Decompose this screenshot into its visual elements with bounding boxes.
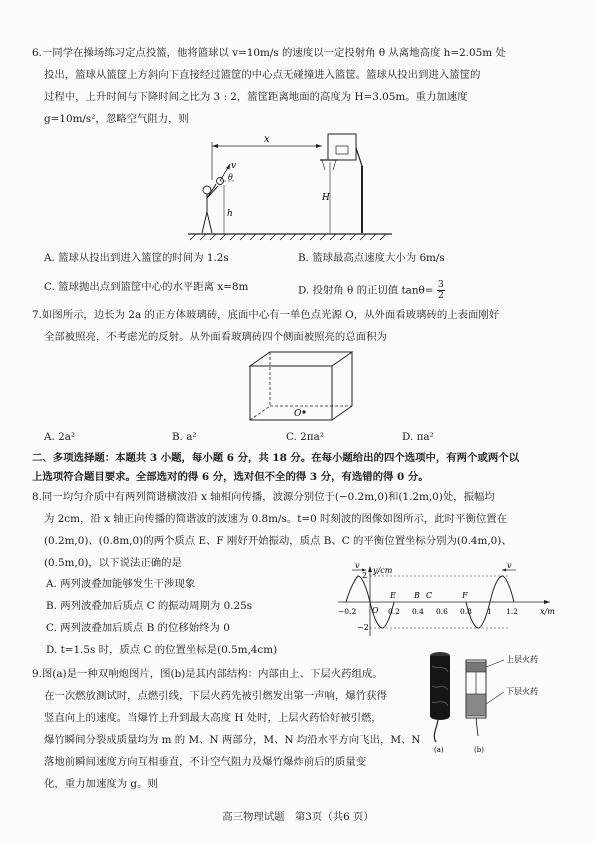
q8-option-a: A. 两列波叠加能够发生干涉现象 <box>46 578 196 590</box>
q8-point-e: E <box>390 591 396 600</box>
q8-option-c: C. 两列波叠加后质点 B 的位移始终为 0 <box>46 622 230 634</box>
q6-fraction-numerator: 3 <box>437 279 444 290</box>
q9-line-3: 竖直向上的速度。当爆竹上升到最大高度 H 处时，上层火药恰好被引燃， <box>44 712 382 724</box>
q6-line-1: 6.一同学在操场练习定点投篮，他将篮球以 v=10m/s 的速度以一定投射角 θ 从离地高度 h=2.05m 处 <box>32 47 506 59</box>
q8-point-c: C <box>426 591 433 600</box>
q8-point-b: B <box>414 591 420 600</box>
q8-line-2: 为 2cm，沿 x 轴正向传播的简谐波的波速为 0.8m/s。t=0 时刻波的图像如图所示，此时平衡位置在 <box>44 513 508 525</box>
q6-option-d-fraction <box>437 280 445 301</box>
q9-label-lower: 下层火药 <box>506 687 538 696</box>
q8-tick-12: 1.2 <box>506 607 518 616</box>
q8-line-1: 8.同一均匀介质中有两列简谐横波沿 x 轴相向传播，波源分别位于(−0.2m,0)和(1.2m,0)处，振幅均 <box>32 491 495 503</box>
q8-tick-06: 0.6 <box>436 607 448 616</box>
q6-line-3: 过程中，上升时间与下降时间之比为 3 : 2，篮筐距离地面的高度为 H=3.05m。重力加速度 <box>44 91 468 103</box>
q9-line-4: 爆竹瞬间分裂成质量均为 m 的 M、N 两部分，M、N 均沿水平方向飞出，M、N <box>44 734 421 746</box>
page-footer: 高三物理试题 第3页（共6 页） <box>222 811 374 823</box>
q9-line-1: 9.图(a)是一种双响炮图片，图(b)是其内部结构：内部由上、下层火药组成。 <box>32 668 383 680</box>
q7-option-c: C. 2πa² <box>286 431 324 443</box>
q8-origin: O <box>372 606 379 615</box>
q7-o-label: O <box>294 409 302 419</box>
q7-option-d: D. πa² <box>402 431 434 443</box>
q8-tick-08: 0.8 <box>460 607 472 616</box>
q6-v-label: v <box>231 161 237 171</box>
q8-option-d: D. t=1.5s 时，质点 C 的位置坐标是(0.5m,4cm) <box>46 644 278 656</box>
q6-H-label: H <box>322 193 330 203</box>
q8-tick-02: 0.2 <box>388 607 400 616</box>
q6-basketball-figure <box>180 128 400 244</box>
q8-option-b: B. 两列波叠加后质点 C 的振动周期为 0.25s <box>46 600 253 612</box>
q7-cube-figure <box>244 348 360 424</box>
q9-firecracker-figure <box>418 646 568 758</box>
q8-ylabel: y/cm <box>373 566 393 575</box>
section2-line-2: 上选项符合题目要求。全部选对的得 6 分，选对但不全的得 3 分，有选错的得 0 分。 <box>32 471 429 483</box>
q8-amp-neg: −2 <box>357 623 369 632</box>
q9-label-upper: 上层火药 <box>506 655 538 664</box>
q8-tick-04: 0.4 <box>412 607 424 616</box>
q7-option-b: B. a² <box>172 431 197 443</box>
q8-point-f: F <box>462 591 468 600</box>
q7-line-2: 全部被照亮，不考虑光的反射。从外面看玻璃砖四个侧面被照亮的总面积为 <box>44 331 387 343</box>
q6-option-a: A. 篮球从投出到进入篮筐的时间为 1.2s <box>44 252 229 264</box>
q8-line-3: (0.2m,0)、(0.8m,0)的两个质点 E、F 刚好开始振动，质点 B、C 的平衡位置坐标分别为(0.4m,0)、 <box>44 535 512 547</box>
q6-option-c: C. 篮球抛出点到篮筐中心的水平距离 x=8m <box>44 281 249 293</box>
q8-v-right: v <box>507 562 512 570</box>
q6-fraction-denominator: 2 <box>437 290 444 301</box>
q8-tick-1: 1 <box>487 607 492 616</box>
q8-v-left: v <box>355 562 360 570</box>
q9-line-6: 化，重力加速度为 g。则 <box>44 778 158 790</box>
q6-option-d <box>298 280 445 301</box>
q8-amp-pos: 2 <box>362 571 368 580</box>
q7-option-a: A. 2a² <box>44 431 76 443</box>
q8-line-4: (0.5m,0)，以下说法正确的是 <box>44 557 182 569</box>
q6-h-label: h <box>227 209 233 219</box>
q9-line-5: 落地前瞬间速度方向互相垂直，不计空气阻力及爆竹爆炸前后的质量变 <box>44 756 367 768</box>
q9-line-2: 在一次燃放测试时，点燃引线，下层火药先被引燃发出第一声响，爆竹获得 <box>44 690 387 702</box>
q6-x-label: x <box>264 134 270 145</box>
q7-line-1: 7.如图所示，边长为 2a 的正方体玻璃砖，底面中心有一单色点光源 O，从外面看玻璃砖的上表面刚好 <box>32 309 500 321</box>
q9-label-b: (b) <box>474 746 484 754</box>
q8-xlabel: x/m <box>540 607 555 616</box>
q9-label-a: (a) <box>434 746 444 754</box>
q8-wave-figure <box>330 562 560 642</box>
q6-theta-label: θ <box>228 173 233 182</box>
q8-tick-neg02: −0.2 <box>338 607 357 616</box>
q6-option-d-text: D. 投射角 θ 的正切值 tanθ= <box>298 284 434 297</box>
q6-option-b: B. 篮球最高点速度大小为 6m/s <box>298 252 445 264</box>
q6-line-4: g=10m/s²，忽略空气阻力，则 <box>44 113 189 125</box>
section2-line-1: 二、多项选择题：本题共 3 小题，每小题 6 分，共 18 分。在每小题给出的四个选项中，有两个或两个以 <box>32 452 520 464</box>
q6-line-2: 投出，篮球从篮筐上方斜向下直接经过篮筐的中心点无碰撞进入篮筐。篮球从投出到进入篮筐的 <box>44 69 481 81</box>
